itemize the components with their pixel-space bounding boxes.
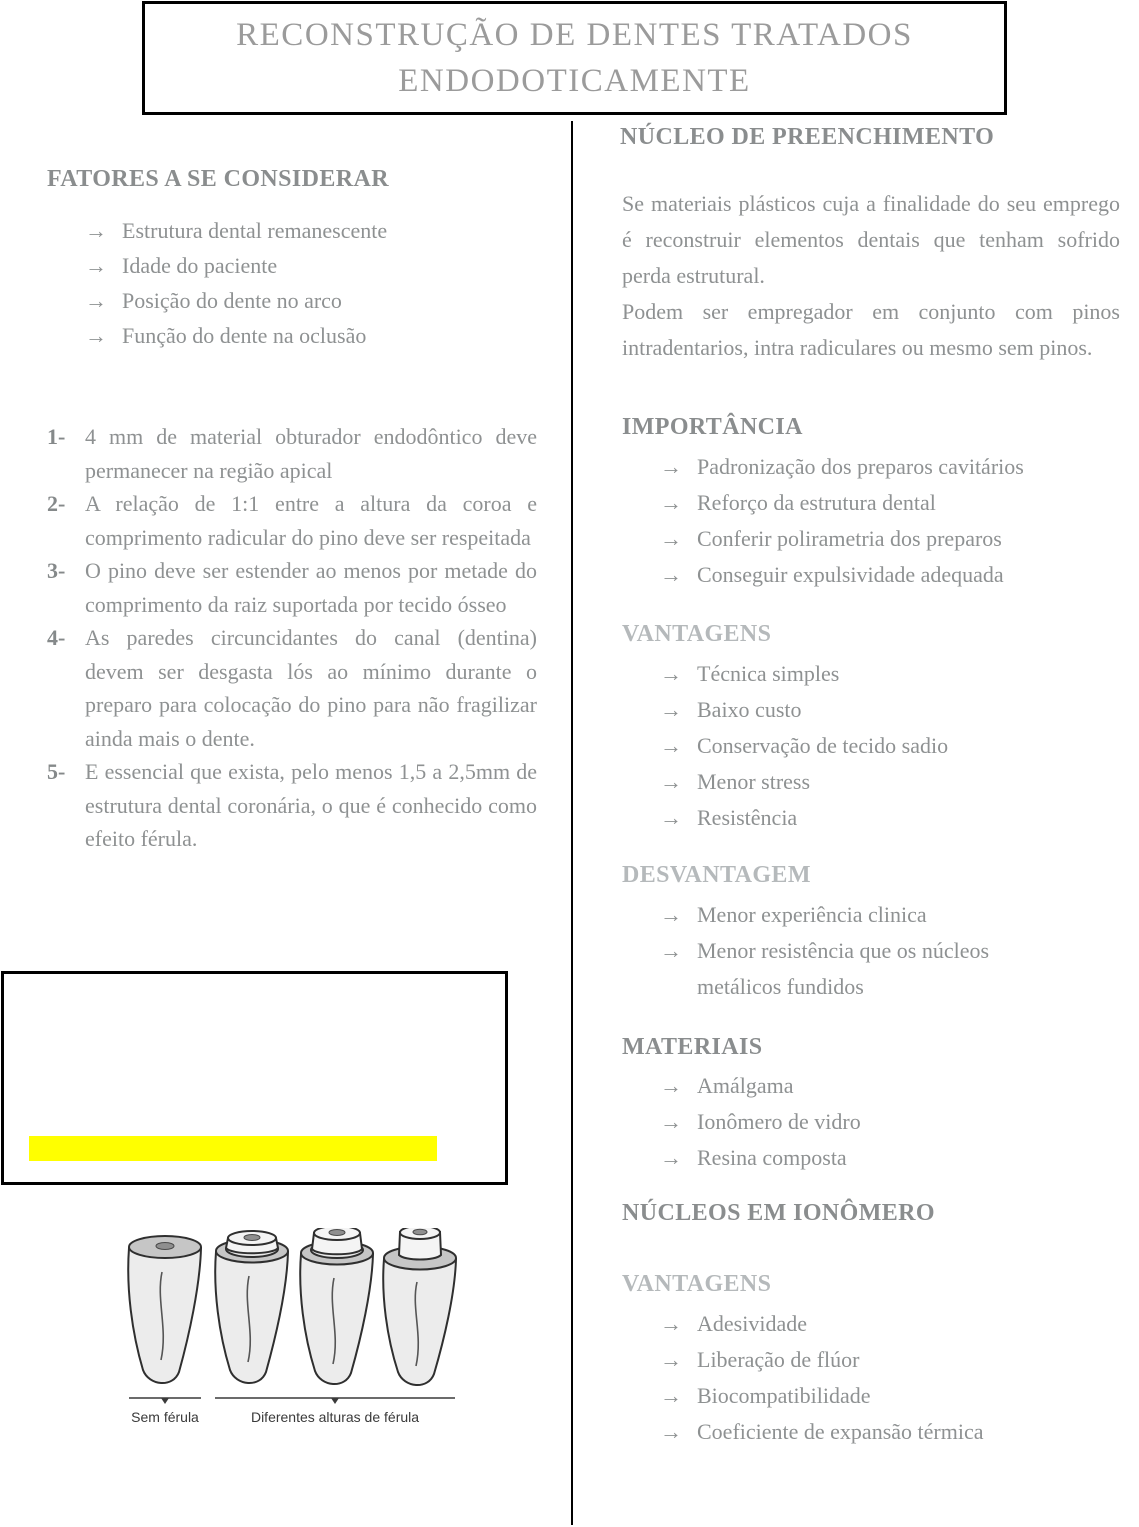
figure-annotation-right <box>215 1398 455 1425</box>
list-item-label: Baixo custo <box>697 697 802 722</box>
list-item-label: Menor experiência clinica <box>697 902 927 927</box>
list-item-label: Menor resistência que os núcleos metálicos fundidos <box>697 938 990 999</box>
rule-number: 3- <box>47 558 66 583</box>
list-item-label: Idade do paciente <box>122 253 278 278</box>
paragraph: Se materiais plásticos cuja a finalidade do seu emprego é reconstruir elementos dentais que tenham sofrido perda estrutural. <box>622 191 1120 288</box>
list-item <box>660 1378 1122 1414</box>
list-item <box>660 897 1080 933</box>
list-item <box>660 728 1122 764</box>
arrow-bullet-icon: → <box>660 733 682 758</box>
arrow-bullet-icon: → <box>85 323 107 348</box>
arrow-bullet-icon: → <box>660 1347 682 1372</box>
list-item-label: Reforço da estrutura dental <box>697 490 936 515</box>
arrow-bullet-icon: → <box>660 1145 682 1170</box>
tooth-short-ferrule <box>215 1231 288 1383</box>
list-item-label: Menor stress <box>697 769 811 794</box>
list-item-label: Estrutura dental remanescente <box>122 218 388 243</box>
materiais-list <box>660 1068 1122 1176</box>
rule-number: 5- <box>47 759 66 784</box>
tooth-tall-ferrule <box>383 1228 456 1385</box>
title-box <box>142 1 1007 115</box>
arrow-bullet-icon: → <box>660 805 682 830</box>
list-item-label: Conservação de tecido sadio <box>697 733 949 758</box>
title-line-1: RECONSTRUÇÃO DE DENTES TRATADOS <box>236 17 913 53</box>
list-item <box>660 1414 1122 1450</box>
column-divider <box>571 121 573 1525</box>
list-item <box>660 1306 1122 1342</box>
list-item <box>660 1140 1122 1176</box>
arrow-bullet-icon: → <box>85 288 107 313</box>
figure-label-heights: Diferentes alturas de férula <box>250 1409 420 1425</box>
list-item <box>660 449 1122 485</box>
list-item <box>660 933 1080 1005</box>
arrow-bullet-icon: → <box>660 769 682 794</box>
vantagens-ionomero-list <box>660 1306 1122 1450</box>
list-item-label: Posição do dente no arco <box>122 288 342 313</box>
rule-item <box>47 420 537 487</box>
arrow-bullet-icon: → <box>660 1109 682 1134</box>
list-item-label: Biocompatibilidade <box>697 1383 871 1408</box>
importancia-heading: IMPORTÂNCIA <box>622 414 803 440</box>
list-item <box>660 557 1122 593</box>
arrow-bullet-icon: → <box>660 902 682 927</box>
arrow-bullet-icon: → <box>660 938 682 963</box>
list-item-label: Função do dente na oclusão <box>122 323 367 348</box>
tooth-no-ferrule <box>128 1236 201 1383</box>
list-item-label: Conferir polirametria dos preparos <box>697 526 1002 551</box>
arrow-bullet-icon: → <box>660 562 682 587</box>
list-item-label: Liberação de flúor <box>697 1347 860 1372</box>
arrow-bullet-icon: → <box>85 218 107 243</box>
list-item <box>85 283 535 318</box>
list-item <box>85 248 535 283</box>
list-item <box>660 521 1122 557</box>
list-item <box>85 213 535 248</box>
title-line-2: ENDODOTICAMENTE <box>398 63 751 99</box>
yellow-highlight <box>29 1136 437 1161</box>
arrow-bullet-icon: → <box>660 661 682 686</box>
rule-number: 2- <box>47 491 66 516</box>
factors-list <box>85 213 535 353</box>
arrow-bullet-icon: → <box>660 454 682 479</box>
materiais-heading: MATERIAIS <box>622 1034 763 1060</box>
list-item <box>660 1068 1122 1104</box>
rule-number: 1- <box>47 424 66 449</box>
nucleos-ionomero-heading: NÚCLEOS EM IONÔMERO <box>622 1200 935 1226</box>
intro-paragraphs <box>622 186 1120 366</box>
arrow-bullet-icon: → <box>660 1311 682 1336</box>
rule-text: O pino deve ser estender ao menos por metade do comprimento da raiz suportada por tecido ósseo <box>85 558 537 617</box>
vantagens-list <box>660 656 1122 836</box>
nucleo-preenchimento-heading: NÚCLEO DE PREENCHIMENTO <box>620 124 995 150</box>
rule-text: 4 mm de material obturador endodôntico deve permanecer na região apical <box>85 424 537 483</box>
list-item <box>660 1342 1122 1378</box>
arrow-bullet-icon: → <box>660 1419 682 1444</box>
paragraph: Podem ser empregador em conjunto com pinos intradentarios, intra radiculares ou mesmo sem pinos. <box>622 299 1120 360</box>
rule-text: E essencial que exista, pelo menos 1,5 a 2,5mm de estrutura dental coronária, o que é conhecido como efeito férula. <box>85 759 537 851</box>
arrow-bullet-icon: → <box>660 1073 682 1098</box>
rules-list <box>47 420 537 856</box>
list-item <box>660 800 1122 836</box>
rule-item <box>47 554 537 621</box>
arrow-bullet-icon: → <box>660 490 682 515</box>
arrow-bullet-icon: → <box>85 253 107 278</box>
figure-label-no-ferrule: Sem férula <box>131 1409 199 1425</box>
list-item <box>660 1104 1122 1140</box>
list-item-label: Amálgama <box>697 1073 794 1098</box>
factors-heading: FATORES A SE CONSIDERAR <box>47 166 389 192</box>
rule-item <box>47 487 537 554</box>
list-item-label: Adesividade <box>697 1311 807 1336</box>
figure-annotation-left <box>129 1398 201 1425</box>
desvantagem-heading: DESVANTAGEM <box>622 862 811 888</box>
tooth-medium-ferrule <box>300 1228 373 1384</box>
list-item <box>85 318 535 353</box>
list-item <box>660 656 1122 692</box>
ferrule-diagram <box>115 1228 465 1430</box>
rule-text: As paredes circuncidantes do canal (dentina) devem ser desgasta lós ao mínimo durante o preparo para colocação do pino para não fragilizar ainda mais o dente. <box>85 625 537 751</box>
desvantagem-list <box>660 897 1080 1005</box>
rule-item <box>47 621 537 755</box>
rule-item <box>47 755 537 856</box>
rule-text: A relação de 1:1 entre a altura da coroa e comprimento radicular do pino deve ser respeitada <box>85 491 537 550</box>
vantagens-heading: VANTAGENS <box>622 621 772 647</box>
list-item-label: Resina composta <box>697 1145 847 1170</box>
list-item-label: Ionômero de vidro <box>697 1109 861 1134</box>
list-item-label: Técnica simples <box>697 661 840 686</box>
rule-number: 4- <box>47 625 66 650</box>
vantagens-ionomero-heading: VANTAGENS <box>622 1271 772 1297</box>
list-item <box>660 764 1122 800</box>
list-item-label: Coeficiente de expansão térmica <box>697 1419 984 1444</box>
importancia-list <box>660 449 1122 593</box>
list-item-label: Resistência <box>697 805 798 830</box>
arrow-bullet-icon: → <box>660 1383 682 1408</box>
list-item <box>660 692 1122 728</box>
arrow-bullet-icon: → <box>660 697 682 722</box>
list-item-label: Padronização dos preparos cavitários <box>697 454 1024 479</box>
list-item-label: Conseguir expulsividade adequada <box>697 562 1004 587</box>
arrow-bullet-icon: → <box>660 526 682 551</box>
list-item <box>660 485 1122 521</box>
